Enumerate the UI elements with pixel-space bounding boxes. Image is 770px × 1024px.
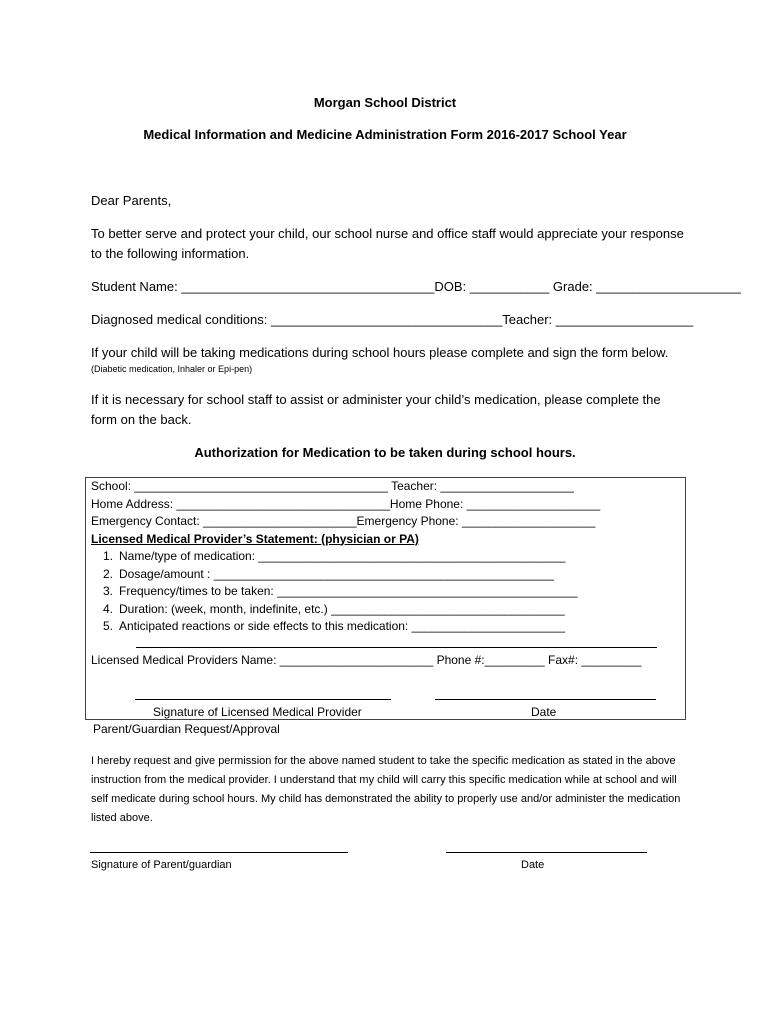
parent-date-label: Date <box>521 859 545 871</box>
item-number: 2. <box>102 566 113 581</box>
provider-statement-heading: Licensed Medical Provider’s Statement: (physician or PA) <box>91 531 419 546</box>
form-title: Medical Information and Medicine Administration Form 2016-2017 School Year <box>143 127 627 142</box>
medication-item[interactable] <box>91 601 565 619</box>
item-number: 5. <box>102 619 113 633</box>
district-name: Morgan School District <box>313 95 457 110</box>
parent-signature-line[interactable] <box>90 852 348 853</box>
item-number: 4. <box>102 601 113 616</box>
item-text: Anticipated reactions or side effects to this medication: _______________________ <box>119 619 566 633</box>
parent-approval-heading: Parent/Guardian Request/Approval <box>93 722 280 736</box>
salutation: Dear Parents, <box>91 193 172 208</box>
medication-item[interactable] <box>91 566 554 584</box>
assist-note: If it is necessary for school staff to assist or administer your child’s medication, please complete the form on the back. <box>91 392 661 427</box>
emergency-contact-line[interactable]: Emergency Contact: _______________________Emergency Phone: ____________________ <box>91 514 596 528</box>
authorization-box <box>85 477 686 720</box>
item-text: Frequency/times to be taken: _____________________________________________ <box>119 584 578 598</box>
medications-note: If your child will be taking medications during school hours please complete and sign the form below. <box>91 345 669 360</box>
item-number: 1. <box>102 549 113 563</box>
item-number: 3. <box>102 584 113 598</box>
home-address-line[interactable]: Home Address: ________________________________Home Phone: ____________________ <box>91 496 601 511</box>
provider-date-line[interactable] <box>435 699 656 700</box>
item-text: Duration: (week, month, indefinite, etc.) ___________________________________ <box>119 601 565 616</box>
medication-item[interactable] <box>91 618 565 636</box>
item-text: Dosage/amount : ___________________________________________________ <box>119 566 555 581</box>
blank-answer-line[interactable] <box>136 647 657 648</box>
medications-examples: (Diabetic medication, Inhaler or Epi-pen) <box>91 364 253 374</box>
provider-signature-line[interactable] <box>135 699 391 700</box>
parent-statement: I hereby request and give permission for the above named student to take the specific medication as stated in the above instruction from the medical provider. I understand that my child will carry this specific medication while at school and will self medicate during school hours. My child has demonstrated the ability to properly use and/or administer the medication listed above. <box>91 755 681 824</box>
provider-signature-label: Signature of Licensed Medical Provider <box>153 705 362 719</box>
providers-name-line[interactable]: Licensed Medical Providers Name: _______________________ Phone #:_________ Fax#: _________ <box>91 653 642 667</box>
parent-signature-label: Signature of Parent/guardian <box>91 859 232 871</box>
medication-item[interactable] <box>91 583 577 601</box>
intro-paragraph: To better serve and protect your child, our school nurse and office staff would appreciate your response to the following information. <box>91 226 684 261</box>
student-info-line[interactable]: Student Name: ___________________________________DOB: ___________ Grade: ____________________ <box>91 279 741 294</box>
school-line[interactable]: School: ______________________________________ Teacher: ____________________ <box>91 479 574 493</box>
provider-date-label: Date <box>531 705 557 719</box>
medication-item[interactable] <box>91 548 565 566</box>
parent-date-line[interactable] <box>446 852 647 853</box>
authorization-heading: Authorization for Medication to be taken during school hours. <box>194 445 576 460</box>
conditions-line[interactable]: Diagnosed medical conditions: ________________________________Teacher: ___________________ <box>91 312 694 327</box>
item-text: Name/type of medication: ______________________________________________ <box>119 549 566 563</box>
